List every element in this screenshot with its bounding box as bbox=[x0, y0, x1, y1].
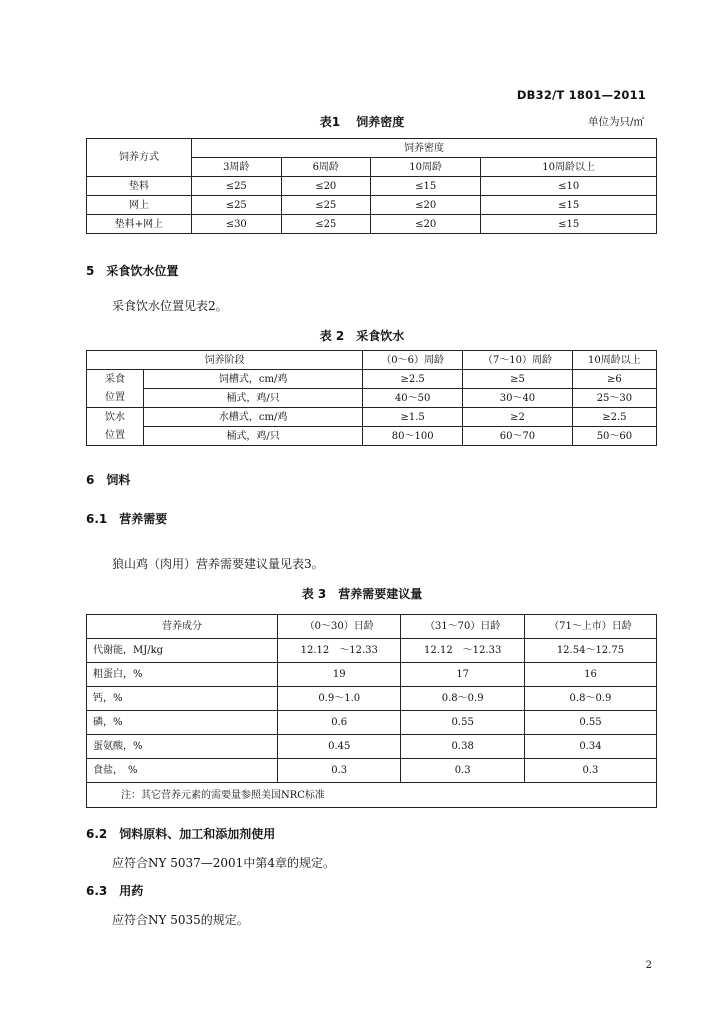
cell: ≤10 bbox=[481, 177, 657, 196]
cell: ≥2 bbox=[463, 408, 573, 427]
section5-heading: 5 采食饮水位置 bbox=[86, 264, 179, 278]
cell: 12.12 ～12.33 bbox=[278, 639, 401, 663]
section6-heading: 6 饲料 bbox=[86, 473, 131, 487]
table-row bbox=[87, 177, 657, 196]
section6-1-heading: 6.1 营养需要 bbox=[86, 512, 168, 526]
row-label: 网上 bbox=[87, 196, 192, 215]
table1-age: 10周龄 bbox=[371, 158, 481, 177]
cell: 50～60 bbox=[572, 427, 656, 446]
group-label-feeding-2: 位置 bbox=[87, 389, 144, 408]
table-row bbox=[87, 215, 657, 234]
row-label: 粗蛋白，% bbox=[87, 663, 278, 687]
cell: 80～100 bbox=[363, 427, 463, 446]
table2 bbox=[86, 350, 657, 446]
table1-age: 3周龄 bbox=[192, 158, 282, 177]
cell: 0.9～1.0 bbox=[278, 687, 401, 711]
table-row bbox=[87, 735, 657, 759]
table-row bbox=[87, 196, 657, 215]
cell: ≥6 bbox=[572, 370, 656, 389]
table2-stage: 10周龄以上 bbox=[572, 351, 656, 370]
table2-stage: （7～10）周龄 bbox=[463, 351, 573, 370]
cell: 0.45 bbox=[278, 735, 401, 759]
section6-3-heading: 6.3 用药 bbox=[86, 884, 144, 898]
cell: 0.8～0.9 bbox=[401, 687, 524, 711]
table3-age: （31～70）日龄 bbox=[401, 615, 524, 639]
row-label: 蛋氨酸，% bbox=[87, 735, 278, 759]
cell: ≤20 bbox=[371, 215, 481, 234]
cell: ≥5 bbox=[463, 370, 573, 389]
cell: 0.8～0.9 bbox=[524, 687, 656, 711]
cell: 30～40 bbox=[463, 389, 573, 408]
table3-note: 注：其它营养元素的需要量参照美国NRC标准 bbox=[87, 783, 657, 808]
table3-header-nutrient: 营养成分 bbox=[87, 615, 278, 639]
table1-unit: 单位为只/㎡ bbox=[587, 116, 644, 128]
cell: ≤25 bbox=[281, 215, 371, 234]
cell: 25～30 bbox=[572, 389, 656, 408]
row-label: 桶式，鸡/只 bbox=[144, 427, 363, 446]
row-label: 食盐， % bbox=[87, 759, 278, 783]
cell: ≤25 bbox=[192, 196, 282, 215]
cell: 0.3 bbox=[524, 759, 656, 783]
cell: ≤15 bbox=[481, 196, 657, 215]
row-label: 垫料+网上 bbox=[87, 215, 192, 234]
cell: ≤15 bbox=[371, 177, 481, 196]
group-label-drinking-2: 位置 bbox=[87, 427, 144, 446]
table1-age: 6周龄 bbox=[281, 158, 371, 177]
cell: 60～70 bbox=[463, 427, 573, 446]
row-label: 垫料 bbox=[87, 177, 192, 196]
group-label-feeding-1: 采食 bbox=[87, 370, 144, 389]
table-row bbox=[87, 711, 657, 735]
group-label-drinking-1: 饮水 bbox=[87, 408, 144, 427]
section6-3-text: 应符合NY 5035的规定。 bbox=[112, 913, 249, 927]
cell: 19 bbox=[278, 663, 401, 687]
section5-text: 采食饮水位置见表2。 bbox=[112, 299, 228, 313]
table-row bbox=[87, 687, 657, 711]
cell: 0.6 bbox=[278, 711, 401, 735]
table3-age: （0～30）日龄 bbox=[278, 615, 401, 639]
table3-age: （71～上市）日龄 bbox=[524, 615, 656, 639]
cell: 0.34 bbox=[524, 735, 656, 759]
cell: ≤20 bbox=[281, 177, 371, 196]
cell: 12.12 ～12.33 bbox=[401, 639, 524, 663]
cell: 0.3 bbox=[278, 759, 401, 783]
row-label: 饲槽式，cm/鸡 bbox=[144, 370, 363, 389]
cell: 0.38 bbox=[401, 735, 524, 759]
row-label: 钙，% bbox=[87, 687, 278, 711]
table1-header-density: 饲养密度 bbox=[192, 139, 657, 158]
row-label: 代谢能，MJ/kg bbox=[87, 639, 278, 663]
table1 bbox=[86, 138, 657, 234]
table-row bbox=[87, 389, 657, 408]
table1-age: 10周龄以上 bbox=[481, 158, 657, 177]
section6-1-text: 狼山鸡（肉用）营养需要建议量见表3。 bbox=[112, 557, 324, 571]
table2-caption: 表 2 采食饮水 bbox=[319, 329, 405, 343]
table3-caption: 表 3 营养需要建议量 bbox=[301, 587, 423, 601]
section6-2-heading: 6.2 饲料原料、加工和添加剂使用 bbox=[86, 827, 276, 841]
cell: 40～50 bbox=[363, 389, 463, 408]
cell: ≤30 bbox=[192, 215, 282, 234]
cell: 0.55 bbox=[524, 711, 656, 735]
cell: ≤20 bbox=[371, 196, 481, 215]
table2-stage: （0～6）周龄 bbox=[363, 351, 463, 370]
cell: ≤25 bbox=[192, 177, 282, 196]
cell: ≤15 bbox=[481, 215, 657, 234]
cell: 0.55 bbox=[401, 711, 524, 735]
row-label: 磷，% bbox=[87, 711, 278, 735]
table-row bbox=[87, 370, 657, 389]
table-row bbox=[87, 427, 657, 446]
row-label: 桶式，鸡/只 bbox=[144, 389, 363, 408]
table-note-row bbox=[87, 783, 657, 808]
page-number: 2 bbox=[645, 960, 652, 971]
cell: 12.54～12.75 bbox=[524, 639, 656, 663]
table-row bbox=[87, 759, 657, 783]
section6-2-text: 应符合NY 5037—2001中第4章的规定。 bbox=[112, 856, 335, 870]
table1-header-method: 饲养方式 bbox=[87, 139, 192, 177]
cell: ≥2.5 bbox=[572, 408, 656, 427]
cell: 17 bbox=[401, 663, 524, 687]
cell: ≤25 bbox=[281, 196, 371, 215]
cell: ≥2.5 bbox=[363, 370, 463, 389]
table1-caption: 表1 饲养密度 bbox=[319, 115, 405, 129]
standard-code: DB32/T 1801—2011 bbox=[516, 88, 646, 102]
table2-header-stage: 饲养阶段 bbox=[87, 351, 363, 370]
cell: 0.3 bbox=[401, 759, 524, 783]
row-label: 水槽式，cm/鸡 bbox=[144, 408, 363, 427]
table-row bbox=[87, 408, 657, 427]
table3 bbox=[86, 614, 657, 808]
cell: 16 bbox=[524, 663, 656, 687]
table-row bbox=[87, 663, 657, 687]
cell: ≥1.5 bbox=[363, 408, 463, 427]
table-row bbox=[87, 639, 657, 663]
